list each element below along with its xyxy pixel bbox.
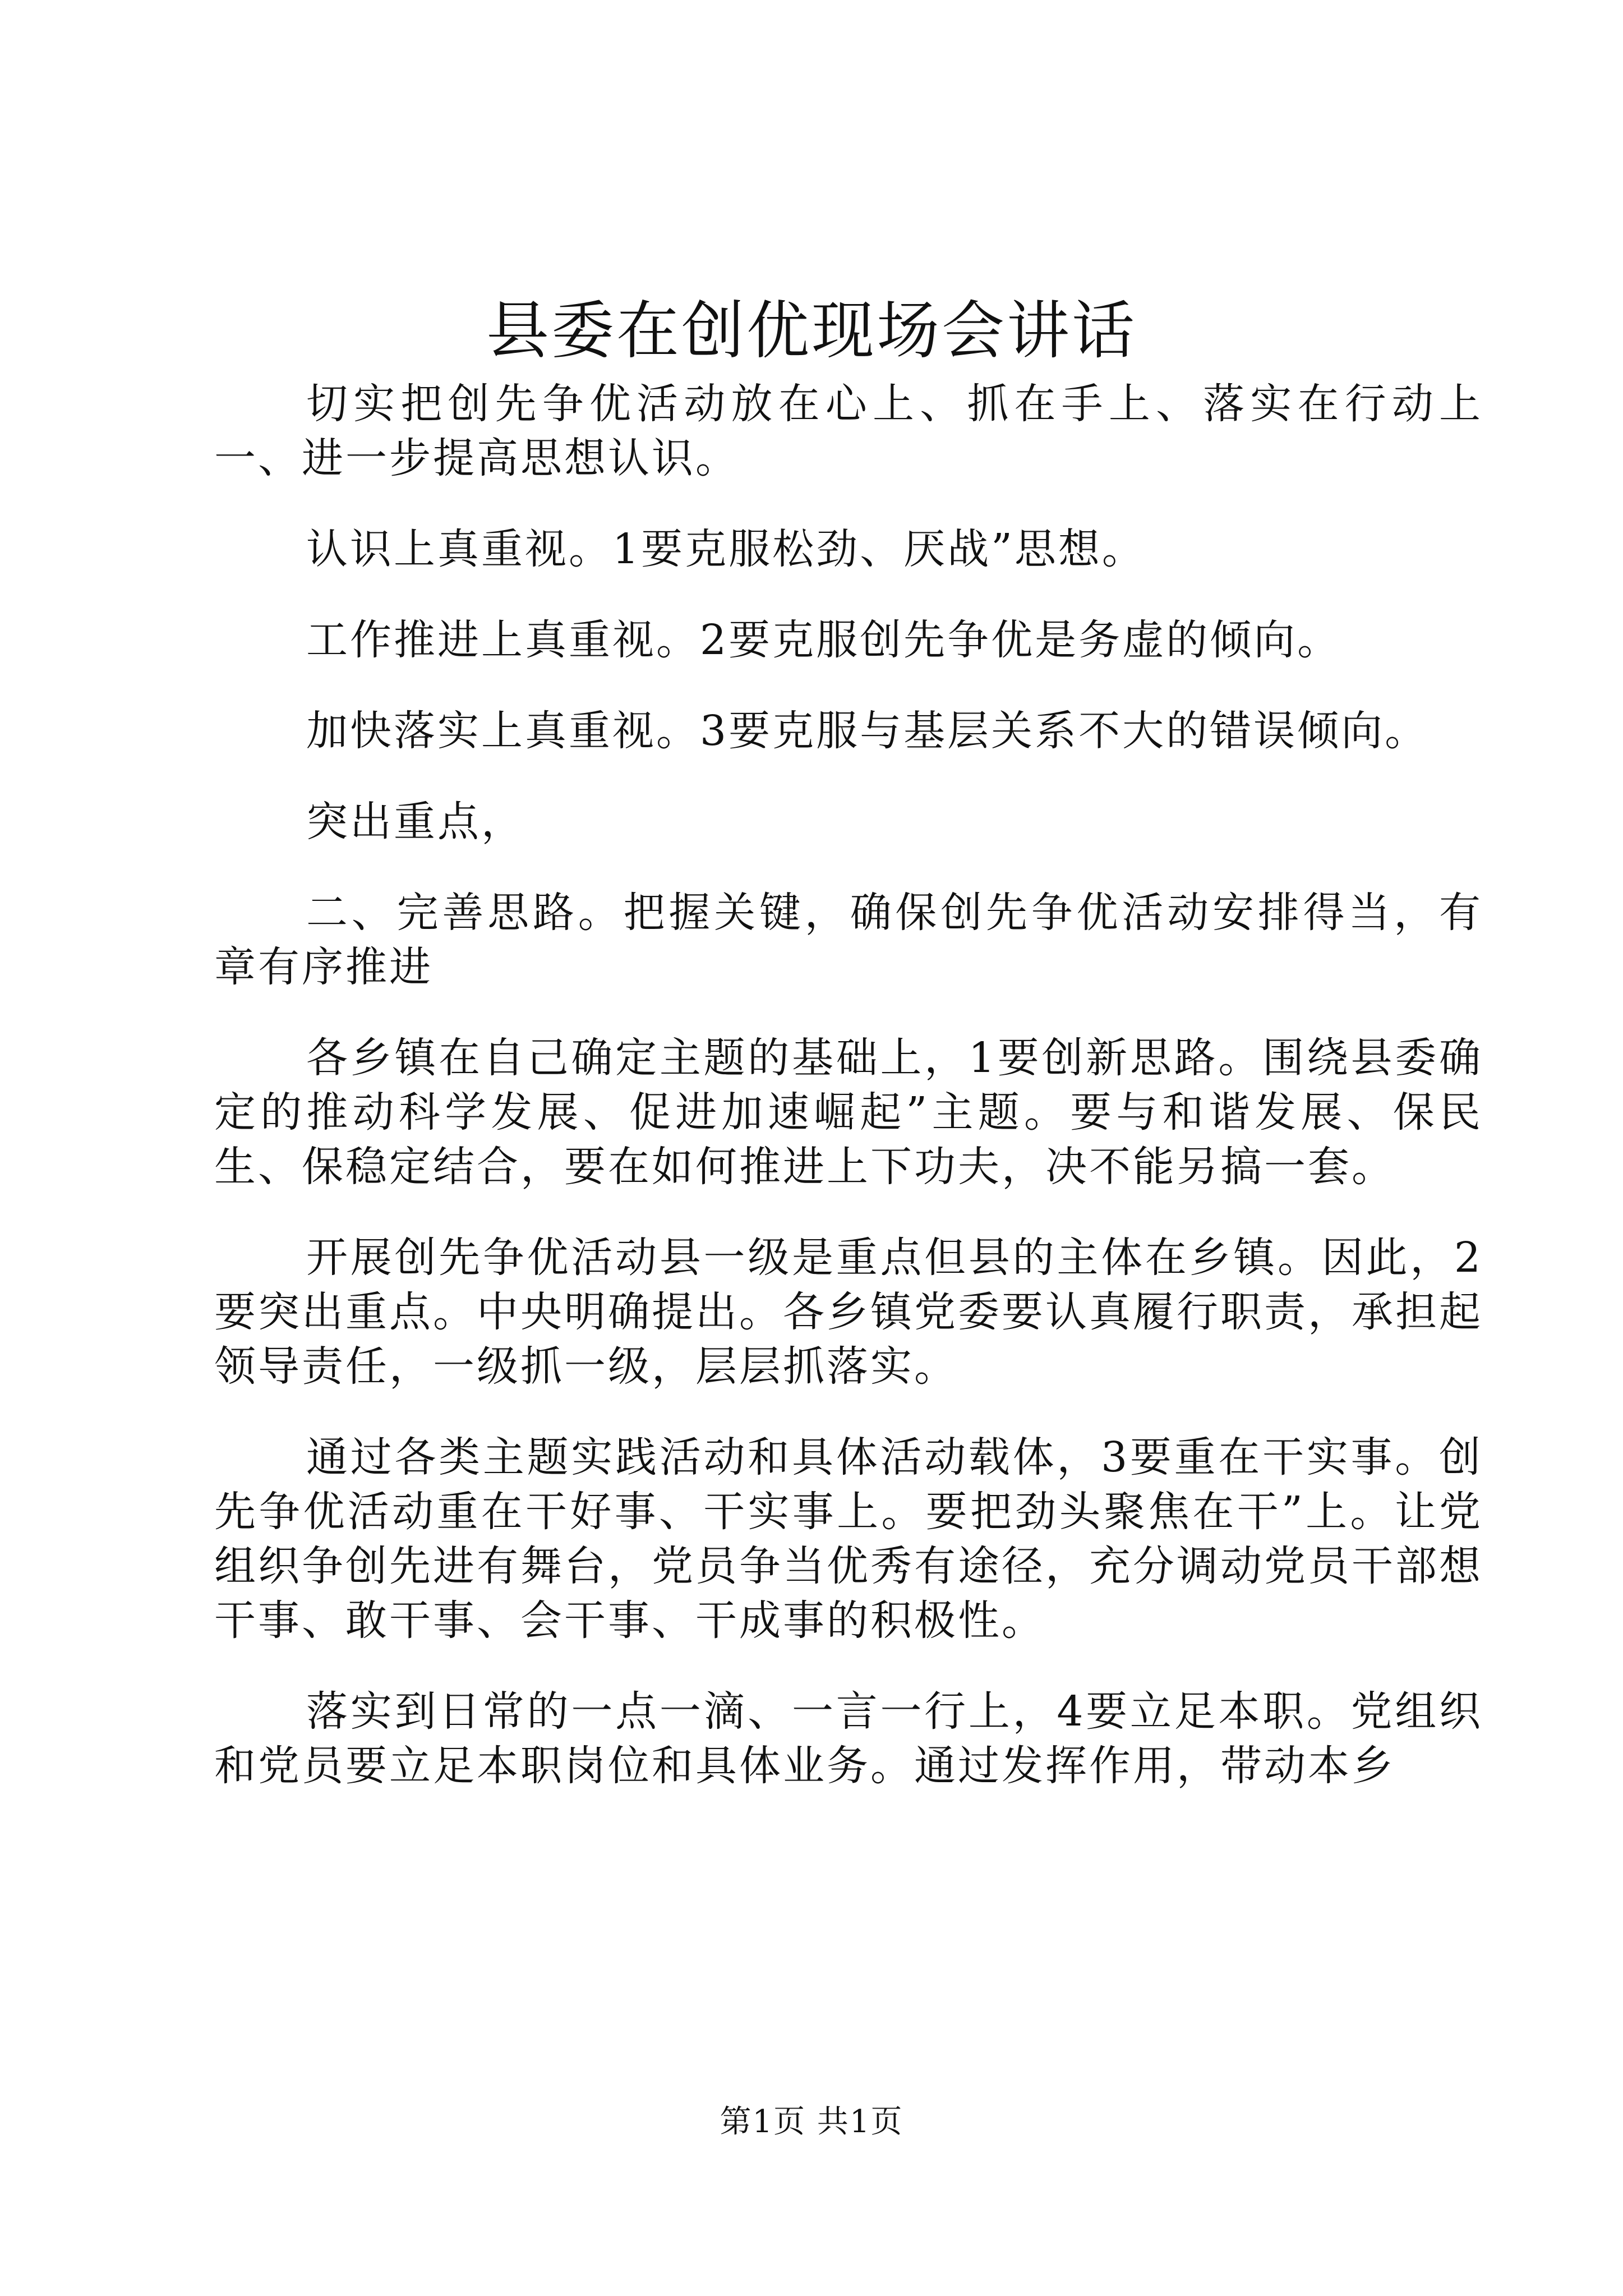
paragraph-5: 突出重点， [306, 798, 525, 846]
document-body [214, 377, 1483, 1830]
paragraph-3: 工作推进上真重视。2要克服创先争优是务虚的倾向。 [306, 616, 1341, 664]
paragraph-2: 认识上真重视。1要克服松劲、厌战”思想。 [306, 525, 1146, 573]
paragraph-9: 通过各类主题实践活动和具体活动载体，3要重在干实事。创先争优活动重在干好事、干实事上。要把劲头聚焦在干”上。让党组织争创先进有舞台，党员争当优秀有途径，充分调动党员干部想干事、敢干事、会干事、干成事的积极性。 [214, 1433, 1483, 1645]
paragraph-4: 加快落实上真重视。3要克服与基层关系不大的错误倾向。 [306, 707, 1429, 755]
document-title: 县委在创优现场会讲话 [486, 295, 1137, 367]
paragraph-10: 落实到日常的一点一滴、一言一行上，4要立足本职。党组织和党员要立足本职岗位和具体业务。通过发挥作用，带动本乡 [214, 1687, 1483, 1790]
paragraph-6: 二、完善思路。把握关键，确保创先争优活动安排得当，有章有序推进 [214, 889, 1483, 991]
paragraph-1: 切实把创先争优活动放在心上、抓在手上、落实在行动上一、进一步提高思想认识。 [214, 380, 1483, 482]
page-footer: 第1页 共1页 [720, 2104, 903, 2140]
paragraph-7: 各乡镇在自己确定主题的基础上，1要创新思路。围绕县委确定的推动科学发展、促进加速崛起”主题。要与和谐发展、保民生、保稳定结合，要在如何推进上下功夫，决不能另搞一套。 [214, 1034, 1483, 1191]
paragraph-8: 开展创先争优活动县一级是重点但县的主体在乡镇。因此，2要突出重点。中央明确提出。各乡镇党委要认真履行职责，承担起领导责任，一级抓一级，层层抓落实。 [214, 1234, 1483, 1391]
